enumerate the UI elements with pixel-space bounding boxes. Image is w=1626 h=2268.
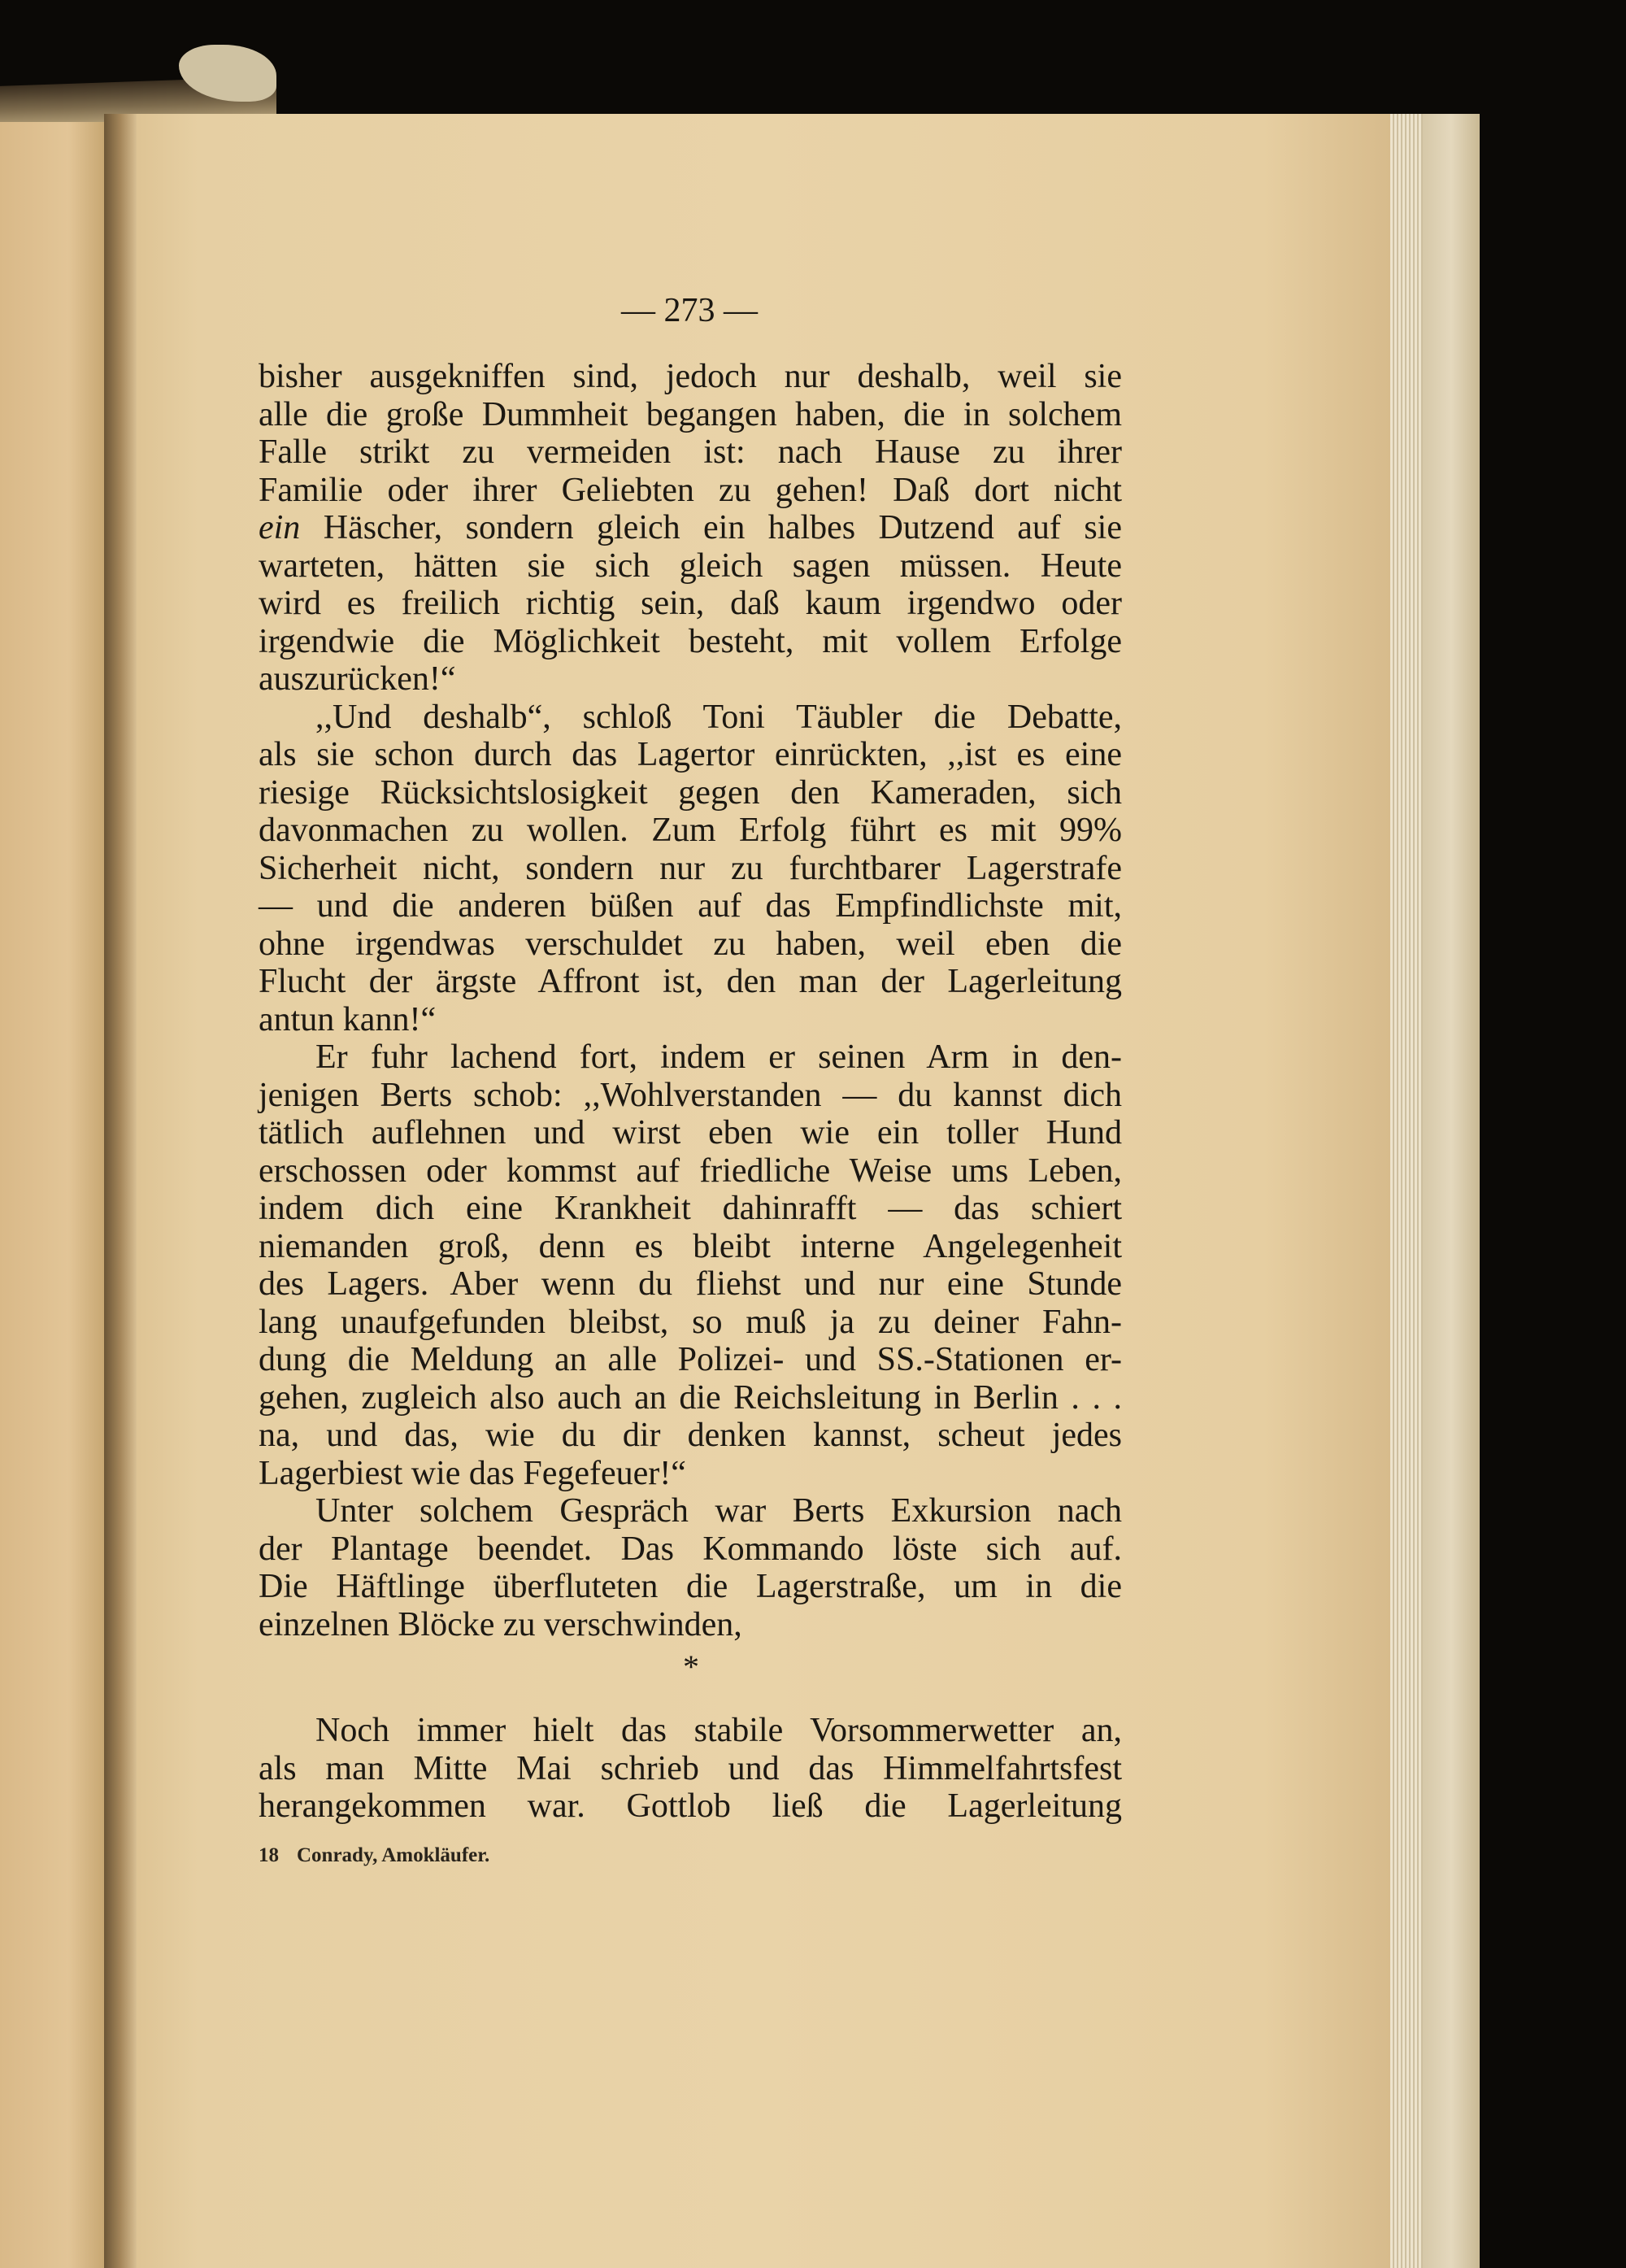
text-line: Lagerbiest wie das Fegefeuer!“ bbox=[259, 1454, 686, 1492]
page-number: — 273 — bbox=[621, 292, 758, 329]
signature-footer bbox=[259, 1844, 489, 1867]
page-gutter bbox=[104, 114, 137, 2268]
text-line: — und die anderen büßen auf das Empfindlichste mit, bbox=[259, 887, 1122, 925]
text-line: tätlich auflehnen und wirst eben wie ein toller Hund bbox=[259, 1114, 1122, 1151]
body-text bbox=[259, 358, 1122, 1643]
text-line: dung die Meldung an alle Polizei- und SS.-Stationen er- bbox=[259, 1341, 1122, 1378]
text-line: ,,Und deshalb“, schloß Toni Täubler die Debatte, bbox=[315, 698, 1122, 736]
text-line: bisher ausgekniffen sind, jedoch nur deshalb, weil sie bbox=[259, 358, 1122, 395]
text-line: des Lagers. Aber wenn du fliehst und nur eine Stunde bbox=[259, 1265, 1122, 1303]
emphasized-word: ein bbox=[259, 509, 301, 546]
text-line: gehen, zugleich also auch an die Reichsleitung in Berlin . . . bbox=[259, 1378, 1122, 1417]
text-line: jenigen Berts schob: ,,Wohlverstanden — du kannst dich bbox=[259, 1076, 1122, 1114]
text-line: na, und das, wie du dir denken kannst, scheut jedes bbox=[259, 1417, 1122, 1454]
text-line: ohne irgendwas verschuldet zu haben, weil eben die bbox=[259, 925, 1122, 963]
text-line: herangekommen war. Gottlob ließ die Lagerleitung bbox=[259, 1787, 1122, 1825]
text-line: irgendwie die Möglichkeit besteht, mit vollem Erfolge bbox=[259, 622, 1122, 660]
text-line: riesige Rücksichtslosigkeit gegen den Kameraden, sich bbox=[259, 773, 1122, 812]
section-separator: * bbox=[683, 1648, 699, 1685]
text-line: der Plantage beendet. Das Kommando löste sich auf. bbox=[259, 1530, 1122, 1568]
text-line: auszurücken!“ bbox=[259, 660, 456, 698]
text-line: Unter solchem Gespräch war Berts Exkursion nach bbox=[315, 1492, 1122, 1530]
text-line: alle die große Dummheit begangen haben, die in solchem bbox=[259, 395, 1122, 433]
text-line: Familie oder ihrer Geliebten zu gehen! Daß dort nicht bbox=[259, 471, 1122, 509]
text-line: als sie schon durch das Lagertor einrückten, ,,ist es eine bbox=[259, 736, 1122, 773]
text-line: Sicherheit nicht, sondern nur zu furchtbarer Lagerstrafe bbox=[259, 849, 1122, 887]
page-edge-stack bbox=[1390, 114, 1423, 2268]
short-title: Conrady, Amokläufer. bbox=[297, 1844, 490, 1866]
text-line: niemanden groß, denn es bleibt interne Angelegenheit bbox=[259, 1227, 1122, 1265]
text-line: Falle strikt zu vermeiden ist: nach Hause zu ihrer bbox=[259, 433, 1122, 471]
text-line: Er fuhr lachend fort, indem er seinen Arm in den- bbox=[315, 1038, 1122, 1076]
text-line-emphasis: ein Häscher, sondern gleich ein halbes Dutzend auf sie bbox=[259, 509, 1122, 546]
text-line: lang unaufgefunden bleibst, so muß ja zu deiner Fahn- bbox=[259, 1303, 1122, 1341]
signature-mark: 18 bbox=[259, 1844, 279, 1866]
text-line: warteten, hätten sie sich gleich sagen müssen. Heute bbox=[259, 546, 1122, 585]
text-line: indem dich eine Krankheit dahinrafft — das schiert bbox=[259, 1190, 1122, 1227]
body-text-continued bbox=[259, 1712, 1122, 1826]
text-line: Die Häftlinge überfluteten die Lagerstraße, um in die bbox=[259, 1568, 1122, 1605]
left-facing-page bbox=[0, 122, 114, 2268]
text-line: erschossen oder kommst auf friedliche Weise ums Leben, bbox=[259, 1151, 1122, 1190]
text-line: Flucht der ärgste Affront ist, den man der Lagerleitung bbox=[259, 963, 1122, 1000]
text-line: als man Mitte Mai schrieb und das Himmelfahrtsfest bbox=[259, 1749, 1122, 1787]
text-line: einzelnen Blöcke zu verschwinden, bbox=[259, 1605, 742, 1643]
text-line: Noch immer hielt das stabile Vorsommerwetter an, bbox=[315, 1712, 1122, 1749]
text-line: antun kann!“ bbox=[259, 1000, 437, 1038]
text-line: wird es freilich richtig sein, daß kaum irgendwo oder bbox=[259, 585, 1122, 622]
text-line: davonmachen zu wollen. Zum Erfolg führt es mit 99% bbox=[259, 812, 1122, 849]
cover-edge bbox=[1423, 114, 1480, 2268]
